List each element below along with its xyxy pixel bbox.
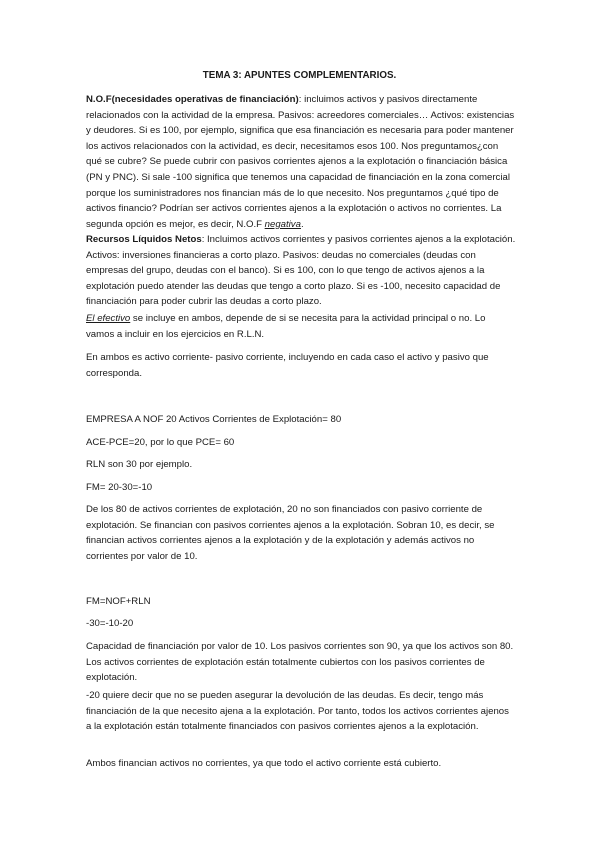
efectivo-term: El efectivo [86,313,131,324]
paragraph-efectivo [86,311,516,342]
document-title: TEMA 3: APUNTES COMPLEMENTARIOS. [202,70,397,81]
nof-term: N.O.F(necesidades operativas de financiación) [86,94,299,105]
nof-body-a: : incluimos activos y pasivos directamente relacionados con la actividad de la empresa. Pasivos: acreedores comerciales… Activos: existencias y deudores. Si es 100, por ejemplo, significa que esa financiación es necesaria para poder mantener los activos relacionados con la actividad, es decir, necesitamos esos 100. Nos preguntamos¿con qué se cubre? Se puede cubrir con pasivos corrientes ajenos a la explotación o financiación básica (PN y PNC). Si sale -100 significa que tenemos una capacidad de financiación en la zona comercial porque los suministradores nos financian más de lo que necesito. Nos preguntamos ¿qué tipo de activos financio? Podrían ser activos corrientes ajenos a la explotación o activos no corrientes. La segunda opción es mejor, es decir, N.O.F [86,94,515,230]
example-line-2: ACE-PCE=20, por lo que PCE= 60 [86,437,235,448]
nof-emphasis: negativa [264,218,301,230]
formula-line-1: FM=NOF+RLN [86,596,151,607]
rln-body: : Incluimos activos corrientes y pasivos corrientes ajenos a la explotación. Activos: inversiones financieras a corto plazo. Pasivos: deudas no comerciales (deudas con empresas del grupo, deudas con el banco). Si es 100, con lo que tengo de activos ajenos a la explotación puedo atender las deudas que tengo a corto plazo. Si es -100, necesito capacidad de financiación para poder cubrir las deudas a corto plazo. [86,234,516,308]
paragraph-capacidad: Capacidad de financiación por valor de 10. Los pasivos corrientes son 90, ya que los activos son 80. Los activos corrientes de explotación están totalmente cubiertos con los pasivos corrientes de explotación. [86,641,514,684]
example-line-4: FM= 20-30=-10 [86,482,153,493]
paragraph-de-los: De los 80 de activos corrientes de explotación, 20 no son financiados con pasivo corriente de explotación. Se financian con pasivos corrientes ajenos a la explotación. Sobran 10, es decir, se financian activos corrientes ajenos a la explotación y de la explotación y además activos no corrientes por valor de 10. [86,504,495,562]
paragraph-ambos: En ambos es activo corriente- pasivo corriente, incluyendo en cada caso el activo y pasivo que corresponda. [86,352,489,379]
paragraph-rln [86,232,516,310]
nof-body-b: . [300,218,304,230]
example-line-3: RLN son 30 por ejemplo. [86,459,193,470]
paragraph-final: Ambos financian activos no corrientes, ya que todo el activo corriente está cubierto. [86,758,442,769]
efectivo-body: se incluye en ambos, depende de si se necesita para la actividad principal o no. Lo vamos a incluir en los ejercicios en R.L.N. [86,313,486,340]
paragraph-nof [86,92,516,232]
example-line-1: EMPRESA A NOF 20 Activos Corrientes de Explotación= 80 [86,414,342,425]
formula-line-2: -30=-10-20 [86,618,134,629]
rln-term: Recursos Líquidos Netos [86,234,202,245]
paragraph-minus-20: -20 quiere decir que no se pueden asegurar la devolución de las deudas. Es decir, tengo más financiación de la que necesito ajena a la explotación. Por tanto, todos los activos corrientes ajenos a la explotación están totalmente financiados con pasivos corrientes ajenos a la explotación. [86,690,509,733]
